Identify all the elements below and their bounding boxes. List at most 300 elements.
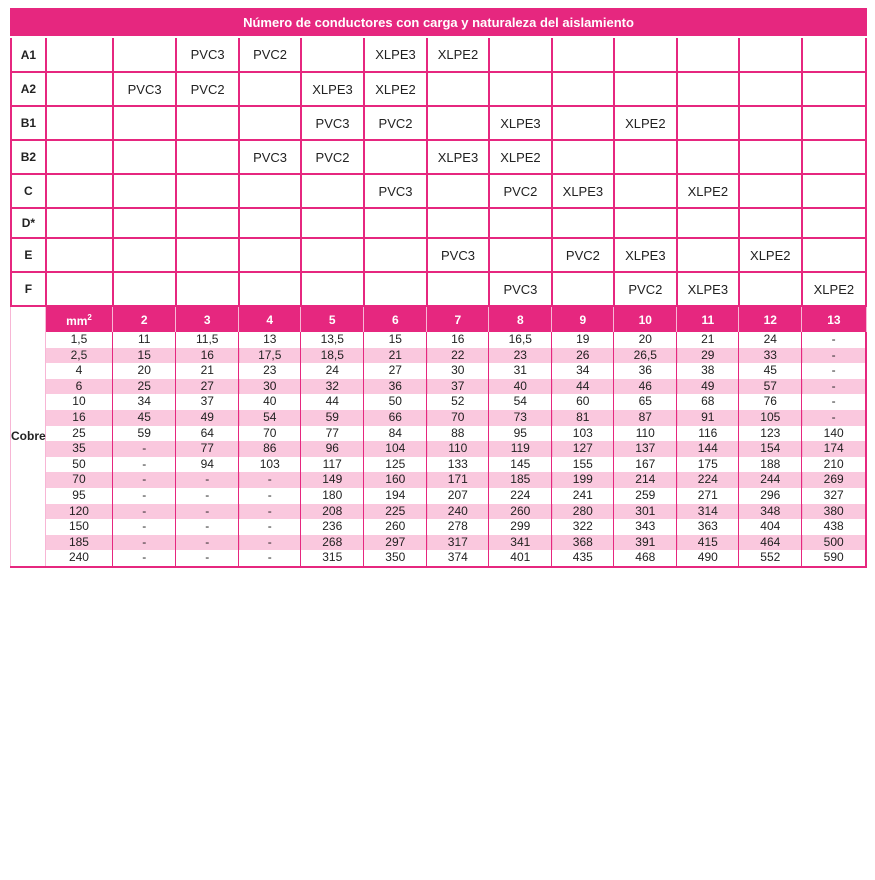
ampacity-value: 20 [113,363,176,379]
ampacity-value: 374 [427,550,489,567]
ampacity-row [11,332,867,348]
column-header: 11 [677,307,739,332]
ampacity-value: 104 [364,441,427,457]
column-header: 7 [427,307,489,332]
ampacity-value: 36 [614,363,677,379]
ampacity-value: 11,5 [176,332,239,348]
insulation-cell [427,272,489,306]
ampacity-value: 137 [614,441,677,457]
ampacity-value: 16 [176,348,239,364]
insulation-cell [802,174,866,208]
ampacity-value: 84 [364,426,427,442]
ampacity-value: 32 [301,379,364,395]
ampacity-value: 26 [552,348,614,364]
ampacity-value: 60 [552,394,614,410]
insulation-cell [427,106,489,140]
ampacity-value: 110 [614,426,677,442]
ampacity-value: 260 [364,519,427,535]
section-cell: 10 [45,394,112,410]
method-spacer [46,140,113,174]
method-row [11,272,866,306]
insulation-cell [802,38,866,72]
ampacity-value: - [176,519,239,535]
insulation-cell: XLPE2 [739,238,802,272]
method-code: A2 [11,72,46,106]
insulation-cell [239,272,301,306]
insulation-cell [239,238,301,272]
insulation-cell [176,238,239,272]
unit-exponent: 2 [87,313,92,322]
ampacity-value: - [113,488,176,504]
method-code: E [11,238,46,272]
ampacity-value: 145 [489,457,552,473]
ampacity-value: - [802,332,866,348]
ampacity-value: 44 [552,379,614,395]
ampacity-value: 37 [427,379,489,395]
insulation-cell: PVC2 [301,140,364,174]
installation-methods-table [10,38,867,307]
ampacity-value: 207 [427,488,489,504]
ampacity-value: - [239,472,301,488]
section-cell: 240 [45,550,112,567]
section-cell: 2,5 [45,348,112,364]
insulation-cell [176,272,239,306]
ampacity-value: 59 [113,426,176,442]
ampacity-row [11,504,867,520]
ampacity-value: 91 [677,410,739,426]
ampacity-value: 20 [614,332,677,348]
ampacity-value: 241 [552,488,614,504]
insulation-cell [802,140,866,174]
ampacity-value: 490 [677,550,739,567]
insulation-cell [739,174,802,208]
ampacity-value: 468 [614,550,677,567]
ampacity-table [10,307,867,568]
ampacity-value: 171 [427,472,489,488]
ampacity-value: 110 [427,441,489,457]
ampacity-value: 105 [739,410,802,426]
ampacity-value: 341 [489,535,552,551]
method-row [11,140,866,174]
insulation-cell [739,208,802,238]
ampacity-value: 68 [677,394,739,410]
ampacity-row [11,394,867,410]
insulation-cell: XLPE2 [364,72,427,106]
ampacity-value: 54 [489,394,552,410]
ampacity-value: 15 [364,332,427,348]
method-row [11,38,866,72]
ampacity-value: 149 [301,472,364,488]
ampacity-value: 27 [176,379,239,395]
ampacity-value: - [176,472,239,488]
ampacity-value: 38 [677,363,739,379]
section-cell: 50 [45,457,112,473]
metal-label: Cobre [11,307,46,567]
ampacity-header-row [11,307,867,332]
insulation-cell [677,140,739,174]
insulation-cell: PVC2 [364,106,427,140]
insulation-cell [301,38,364,72]
ampacity-value: 73 [489,410,552,426]
insulation-cell [739,72,802,106]
insulation-cell [614,208,677,238]
ampacity-value: 154 [739,441,802,457]
ampacity-value: 260 [489,504,552,520]
ampacity-value: - [113,457,176,473]
column-header: 8 [489,307,552,332]
ampacity-value: 34 [113,394,176,410]
ampacity-value: 278 [427,519,489,535]
ampacity-value: 199 [552,472,614,488]
insulation-cell [677,208,739,238]
insulation-cell [489,72,552,106]
ampacity-value: 13 [239,332,301,348]
insulation-cell [802,238,866,272]
ampacity-value: 23 [489,348,552,364]
ampacity-value: 174 [802,441,866,457]
ampacity-value: - [113,504,176,520]
insulation-cell [614,38,677,72]
unit-label: mm [66,314,88,328]
method-spacer [46,38,113,72]
ampacity-value: - [113,535,176,551]
ampacity-value: 185 [489,472,552,488]
ampacity-value: - [176,504,239,520]
ampacity-value: 368 [552,535,614,551]
ampacity-value: 19 [552,332,614,348]
insulation-cell [113,38,176,72]
insulation-cell [552,140,614,174]
column-header: 6 [364,307,427,332]
ampacity-value: 160 [364,472,427,488]
ampacity-value: 21 [176,363,239,379]
ampacity-value: 24 [301,363,364,379]
insulation-cell: XLPE2 [427,38,489,72]
ampacity-value: - [176,550,239,567]
ampacity-value: 87 [614,410,677,426]
method-row [11,238,866,272]
insulation-cell: XLPE3 [489,106,552,140]
method-code: A1 [11,38,46,72]
column-header: 3 [176,307,239,332]
ampacity-row [11,519,867,535]
ampacity-value: 155 [552,457,614,473]
ampacity-value: 343 [614,519,677,535]
ampacity-value: - [113,441,176,457]
ampacity-value: - [239,550,301,567]
ampacity-value: - [802,379,866,395]
insulation-cell: XLPE3 [301,72,364,106]
column-header: 10 [614,307,677,332]
ampacity-value: 315 [301,550,364,567]
insulation-cell [427,174,489,208]
ampacity-value: 76 [739,394,802,410]
ampacity-sheet [10,8,867,568]
insulation-cell [802,208,866,238]
ampacity-value: 49 [677,379,739,395]
ampacity-value: - [802,363,866,379]
ampacity-value: 50 [364,394,427,410]
ampacity-value: 363 [677,519,739,535]
insulation-cell [552,72,614,106]
ampacity-value: - [113,472,176,488]
insulation-cell [113,106,176,140]
insulation-cell [364,208,427,238]
ampacity-row [11,426,867,442]
ampacity-row [11,550,867,567]
ampacity-value: 236 [301,519,364,535]
ampacity-value: - [239,535,301,551]
method-spacer [46,238,113,272]
insulation-cell [239,72,301,106]
section-cell: 35 [45,441,112,457]
ampacity-value: 65 [614,394,677,410]
insulation-cell [802,106,866,140]
ampacity-value: 66 [364,410,427,426]
ampacity-value: 317 [427,535,489,551]
ampacity-value: 88 [427,426,489,442]
insulation-cell [113,140,176,174]
ampacity-value: 404 [739,519,802,535]
ampacity-value: 123 [739,426,802,442]
ampacity-value: 119 [489,441,552,457]
ampacity-value: 214 [614,472,677,488]
insulation-cell [113,174,176,208]
ampacity-value: 224 [677,472,739,488]
insulation-cell [301,174,364,208]
ampacity-value: 21 [677,332,739,348]
ampacity-value: 52 [427,394,489,410]
insulation-cell: XLPE2 [489,140,552,174]
insulation-cell [239,208,301,238]
insulation-cell [739,272,802,306]
ampacity-value: - [113,519,176,535]
ampacity-value: 269 [802,472,866,488]
ampacity-value: 380 [802,504,866,520]
method-spacer [46,208,113,238]
insulation-cell [364,140,427,174]
section-cell: 150 [45,519,112,535]
ampacity-row [11,348,867,364]
ampacity-value: 103 [552,426,614,442]
ampacity-value: 29 [677,348,739,364]
ampacity-value: 37 [176,394,239,410]
ampacity-value: 86 [239,441,301,457]
ampacity-value: 144 [677,441,739,457]
ampacity-value: 22 [427,348,489,364]
insulation-cell [614,72,677,106]
ampacity-value: 44 [301,394,364,410]
insulation-cell [113,208,176,238]
method-code: F [11,272,46,306]
insulation-cell [364,238,427,272]
insulation-cell: XLPE2 [614,106,677,140]
ampacity-value: 11 [113,332,176,348]
ampacity-value: 77 [176,441,239,457]
ampacity-value: 46 [614,379,677,395]
insulation-cell [552,272,614,306]
ampacity-value: 415 [677,535,739,551]
ampacity-value: 244 [739,472,802,488]
ampacity-value: 438 [802,519,866,535]
insulation-cell: PVC2 [489,174,552,208]
method-code: B2 [11,140,46,174]
ampacity-value: 40 [239,394,301,410]
insulation-cell [614,140,677,174]
ampacity-value: 103 [239,457,301,473]
ampacity-value: 40 [489,379,552,395]
ampacity-value: 96 [301,441,364,457]
ampacity-row [11,472,867,488]
method-spacer [46,174,113,208]
ampacity-value: 54 [239,410,301,426]
method-code: D* [11,208,46,238]
ampacity-value: 21 [364,348,427,364]
ampacity-value: 59 [301,410,364,426]
ampacity-value: 500 [802,535,866,551]
ampacity-value: 314 [677,504,739,520]
insulation-cell [552,208,614,238]
ampacity-value: - [802,394,866,410]
section-cell: 16 [45,410,112,426]
ampacity-value: 25 [113,379,176,395]
ampacity-value: 280 [552,504,614,520]
ampacity-value: 16,5 [489,332,552,348]
ampacity-value: - [802,410,866,426]
ampacity-value: 464 [739,535,802,551]
insulation-cell [427,72,489,106]
ampacity-value: 210 [802,457,866,473]
insulation-cell: XLPE2 [677,174,739,208]
ampacity-value: 125 [364,457,427,473]
ampacity-value: 435 [552,550,614,567]
ampacity-value: 15 [113,348,176,364]
ampacity-value: 297 [364,535,427,551]
column-header: 13 [802,307,866,332]
ampacity-value: 18,5 [301,348,364,364]
ampacity-value: 57 [739,379,802,395]
insulation-cell [176,106,239,140]
insulation-cell [489,208,552,238]
ampacity-value: 30 [239,379,301,395]
insulation-cell [802,72,866,106]
insulation-cell: PVC3 [113,72,176,106]
ampacity-value: 140 [802,426,866,442]
ampacity-value: 590 [802,550,866,567]
insulation-cell: PVC2 [176,72,239,106]
ampacity-value: 17,5 [239,348,301,364]
section-cell: 95 [45,488,112,504]
ampacity-value: 133 [427,457,489,473]
column-header: 12 [739,307,802,332]
ampacity-value: 27 [364,363,427,379]
ampacity-value: 224 [489,488,552,504]
ampacity-value: 167 [614,457,677,473]
section-cell: 1,5 [45,332,112,348]
method-spacer [46,72,113,106]
ampacity-value: - [176,488,239,504]
ampacity-row [11,379,867,395]
ampacity-value: 401 [489,550,552,567]
insulation-cell [739,140,802,174]
method-code: B1 [11,106,46,140]
ampacity-row [11,410,867,426]
ampacity-row [11,535,867,551]
insulation-cell [176,140,239,174]
insulation-cell [176,174,239,208]
insulation-cell [739,106,802,140]
ampacity-value: 95 [489,426,552,442]
insulation-cell: PVC3 [239,140,301,174]
insulation-cell [239,106,301,140]
insulation-cell: PVC3 [176,38,239,72]
ampacity-value: - [176,535,239,551]
insulation-cell [176,208,239,238]
ampacity-value: 194 [364,488,427,504]
ampacity-value: 70 [239,426,301,442]
ampacity-value: 26,5 [614,348,677,364]
ampacity-value: 188 [739,457,802,473]
method-row [11,106,866,140]
ampacity-value: 81 [552,410,614,426]
ampacity-value: 64 [176,426,239,442]
column-header: 5 [301,307,364,332]
ampacity-value: 116 [677,426,739,442]
ampacity-value: 299 [489,519,552,535]
section-cell: 185 [45,535,112,551]
insulation-cell [113,238,176,272]
ampacity-row [11,363,867,379]
ampacity-value: 30 [427,363,489,379]
section-cell: 120 [45,504,112,520]
insulation-cell [364,272,427,306]
ampacity-value: 94 [176,457,239,473]
insulation-cell: PVC3 [489,272,552,306]
section-cell: 70 [45,472,112,488]
ampacity-value: 271 [677,488,739,504]
insulation-cell: XLPE3 [614,238,677,272]
ampacity-value: - [239,519,301,535]
insulation-cell: XLPE3 [677,272,739,306]
ampacity-value: 13,5 [301,332,364,348]
insulation-cell [677,238,739,272]
ampacity-value: 296 [739,488,802,504]
ampacity-value: 225 [364,504,427,520]
insulation-cell: XLPE3 [427,140,489,174]
method-spacer [46,106,113,140]
ampacity-value: 259 [614,488,677,504]
insulation-cell [552,38,614,72]
ampacity-value: - [113,550,176,567]
ampacity-value: 391 [614,535,677,551]
ampacity-row [11,488,867,504]
ampacity-value: 16 [427,332,489,348]
ampacity-value: 45 [739,363,802,379]
ampacity-value: 45 [113,410,176,426]
method-row [11,72,866,106]
ampacity-value: 268 [301,535,364,551]
method-spacer [46,272,113,306]
insulation-cell [113,272,176,306]
section-cell: 4 [45,363,112,379]
ampacity-value: 31 [489,363,552,379]
ampacity-value: 49 [176,410,239,426]
insulation-cell [301,238,364,272]
insulation-cell [301,272,364,306]
insulation-cell [677,106,739,140]
ampacity-value: 24 [739,332,802,348]
insulation-cell: PVC2 [552,238,614,272]
